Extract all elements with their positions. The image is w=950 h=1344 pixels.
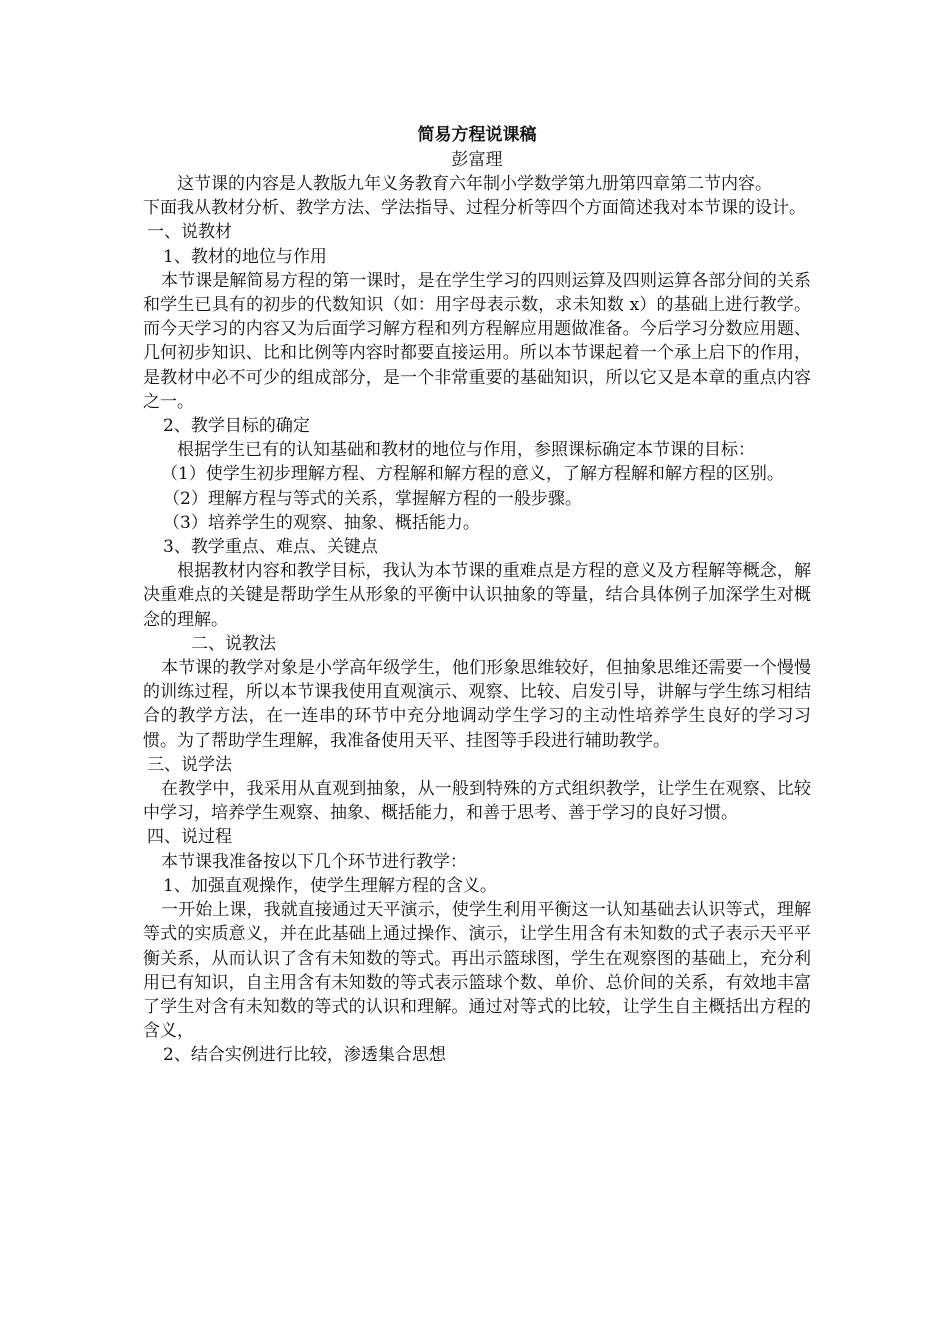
paragraph-teaching-method: 本节课的教学对象是小学高年级学生，他们形象思维较好，但抽象思维还需要一个慢慢的训练过程，所以本节课我使用直观演示、观察、比较、启发引导，讲解与学生练习相结合的教学方法，在一连串的环节中充分地调动学生学习的主动性培养学生良好的学习习惯。为了帮助学生理解，我准备使用天平、挂图等手段进行辅助教学。 [143, 658, 811, 751]
goal-item-2: （2）理解方程与等式的关系，掌握解方程的一般步骤。 [163, 488, 582, 509]
goal-item-3: （3）培养学生的观察、抽象、概括能力。 [163, 512, 480, 533]
subheading-key-points: 3、教学重点、难点、关键点 [163, 537, 378, 558]
document-page [143, 122, 811, 1068]
section-heading-learning-method: 三、说学法 [147, 754, 232, 775]
paragraph-learning-method: 在教学中，我采用从直观到抽象，从一般到特殊的方式组织教学，让学生在观察、比较中学习，培养学生观察、抽象、概括能力，和善于思考、善于学习的良好习惯。 [143, 779, 811, 824]
subheading-teaching-goals: 2、教学目标的确定 [163, 416, 310, 437]
paragraph-key-points: 根据教材内容和教学目标，我认为本节课的重难点是方程的意义及方程解等概念，解决重难点的关键是帮助学生从形象的平衡中认识抽象的等量，结合具体例子加深学生对概念的理解。 [143, 561, 811, 630]
paragraph-step-1: 一开始上课，我就直接通过天平演示，使学生利用平衡这一认知基础去认识等式，理解等式的实质意义，并在此基础上通过操作、演示，让学生用含有未知数的式子表示天平平衡关系，从而认识了含有未知数的等式。再出示篮球图，学生在观察图的基础上，充分利用已有知识，自主用含有未知数的等式表示篮球个数、单价、总价间的关系，有效地丰富了学生对含有未知数的等式的认识和理解。通过对等式的比较，让学生自主概括出方程的含义， [143, 900, 811, 1042]
subheading-step-1: 1、加强直观操作，使学生理解方程的含义。 [163, 875, 497, 896]
paragraph-process-intro: 本节课我准备按以下几个环节进行教学： [161, 851, 467, 872]
subheading-position-role: 1、教材的地位与作用 [163, 246, 327, 267]
paragraph-teaching-goals: 根据学生已有的认知基础和教材的地位与作用，参照课标确定本节课的目标： [177, 440, 755, 461]
overview-paragraph: 下面我从教材分析、教学方法、学法指导、过程分析等四个方面简述我对本节课的设计。 [143, 198, 806, 219]
section-heading-process: 四、说过程 [147, 827, 232, 848]
goal-item-1: （1）使学生初步理解方程、方程解和解方程的意义，了解方程解和解方程的区别。 [161, 464, 784, 485]
section-heading-textbook: 一、说教材 [147, 222, 232, 243]
paragraph-position-role: 本节课是解简易方程的第一课时，是在学生学习的四则运算及四则运算各部分间的关系和学生已具有的初步的代数知识（如：用字母表示数，求未知数 x）的基础上进行教学。而今天学习的内容又为后面学习解方程和列方程解应用题做准备。今后学习分数应用题、几何初步知识、比和比例等内容时都要直接运用。所以本节课起着一个承上启下的作用，是教材中必不可少的组成部分，是一个非常重要的基础知识，所以它又是本章的重点内容之一。 [143, 270, 811, 412]
author-name: 彭富理 [451, 150, 503, 170]
document-title: 简易方程说课稿 [417, 125, 537, 145]
subheading-step-2: 2、结合实例进行比较，渗透集合思想 [163, 1045, 446, 1066]
section-heading-teaching-method: 二、说教法 [191, 633, 276, 654]
intro-paragraph: 这节课的内容是人教版九年义务教育六年制小学数学第九册第四章第二节内容。 [177, 174, 772, 194]
